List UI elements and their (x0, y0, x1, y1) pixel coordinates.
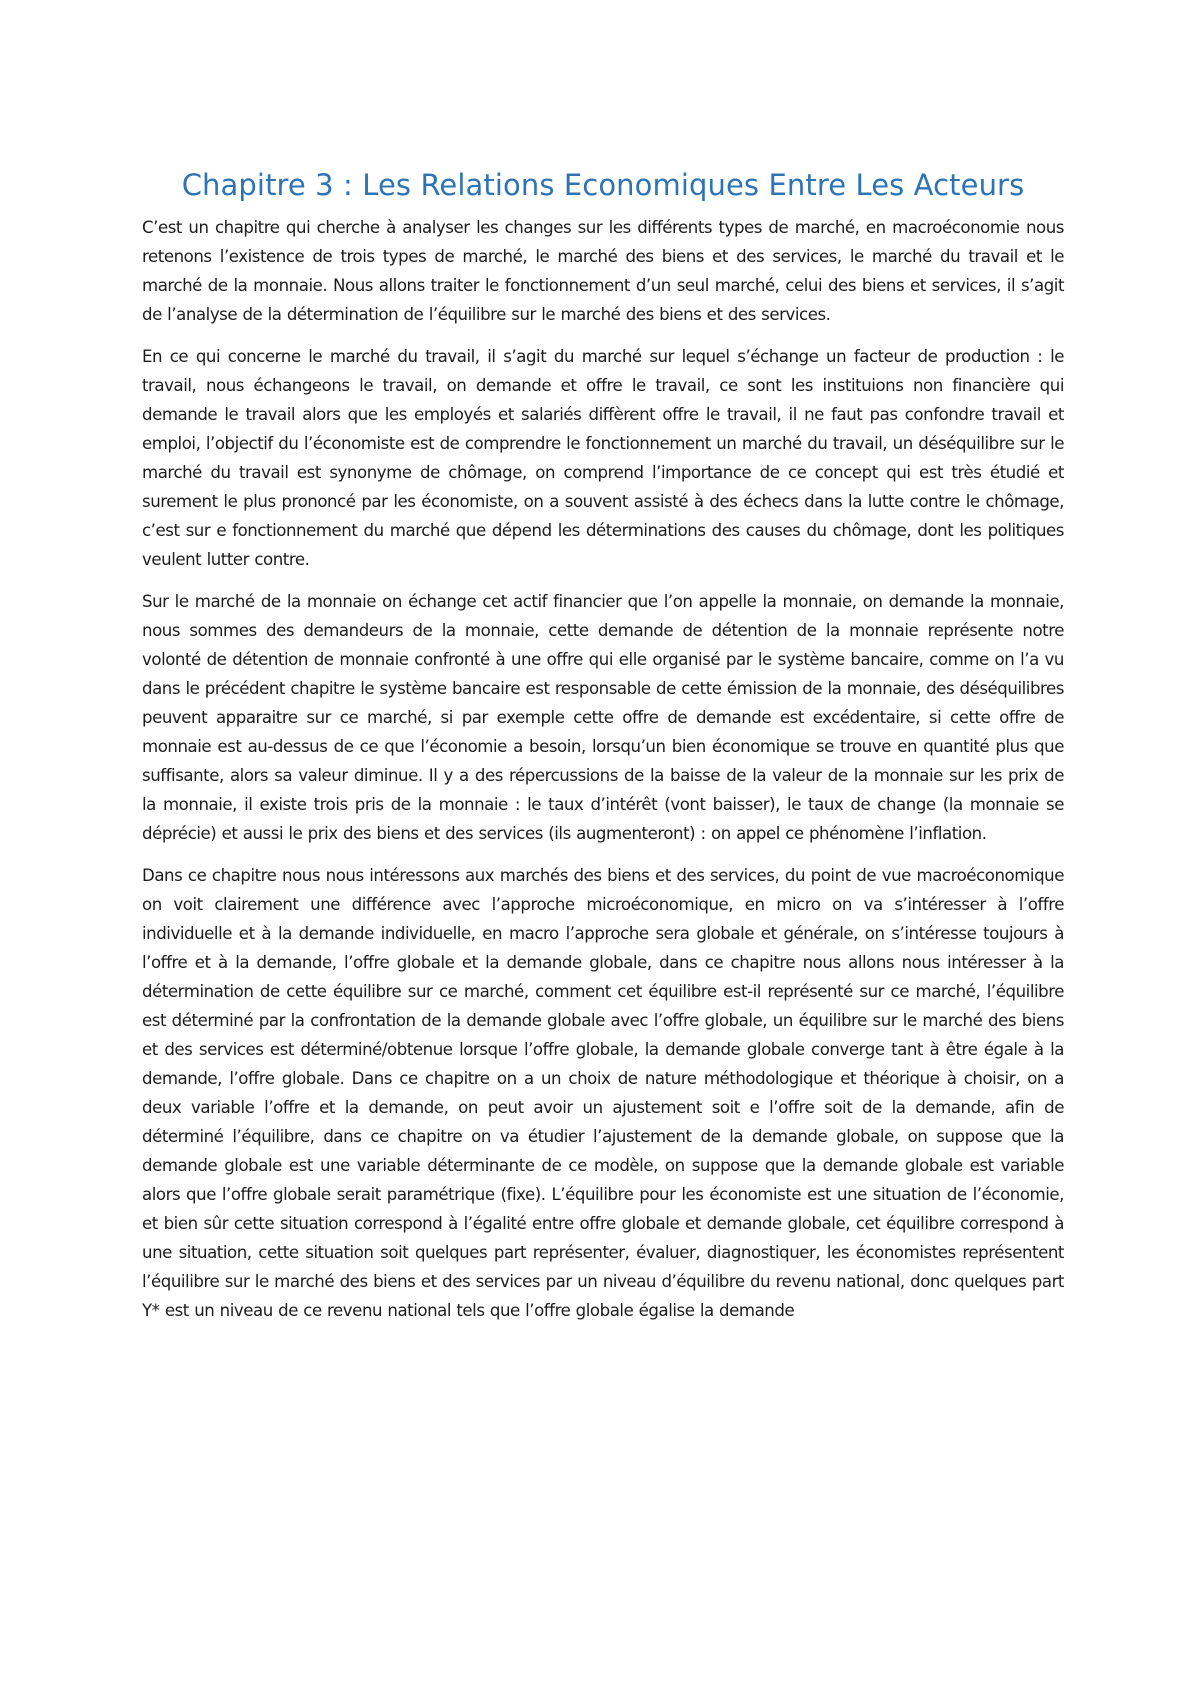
document-body (142, 165, 1064, 1338)
chapter-title: Chapitre 3 : Les Relations Economiques Entre Les Acteurs (181, 168, 1025, 202)
paragraph-labor-market: En ce qui concerne le marché du travail, il s’agit du marché sur lequel s’échange un facteur de production : le travail, nous échangeons le travail, on demande et offre le travail, ce sont les instituions non financière qui demande le travail alors que les employés et salariés diffèrent offre le travail, il ne faut pas confondre travail et emploi, l’objectif du l’économiste est de comprendre le fonctionnement un marché du travail, un déséquilibre sur le marché du travail est synonyme de chômage, on comprend l’importance de ce concept qui est très étudié et surement le plus prononcé par les économiste, on a souvent assisté à des échecs dans la lutte contre le chômage, c’est sur e fonctionnement du marché que dépend les déterminations des causes du chômage, dont les politiques veulent lutter contre. (142, 347, 1064, 569)
paragraph-goods-services-market: Dans ce chapitre nous nous intéressons aux marchés des biens et des services, du point de vue macroéconomique on voit clairement une différence avec l’approche microéconomique, en micro on va s’intéresser à l’offre individuelle et à la demande individuelle, en macro l’approche sera globale et générale, on s’intéresse toujours à l’offre et à la demande, l’offre globale et la demande globale, dans ce chapitre nous allons nous intéresser à la détermination de cette équilibre sur ce marché, comment cet équilibre est-il représenté sur ce marché, l’équilibre est déterminé par la confrontation de la demande globale avec l’offre globale, un équilibre sur le marché des biens et des services est déterminé/obtenue lorsque l’offre globale, la demande globale converge tant à être égale à la demande, l’offre globale. Dans ce chapitre on a un choix de nature méthodologique et théorique à choisir, on a deux variable l’offre et la demande, on peut avoir un ajustement soit e l’offre soit de la demande, afin de déterminé l’équilibre, dans ce chapitre on va étudier l’ajustement de la demande globale, on suppose que la demande globale est une variable déterminante de ce modèle, on suppose que la demande globale est variable alors que l’offre globale serait paramétrique (fixe). L’équilibre pour les économiste est une situation de l’économie, et bien sûr cette situation correspond à l’égalité entre offre globale et demande globale, cet équilibre correspond à une situation, cette situation soit quelques part représenter, évaluer, diagnostiquer, les économistes représentent l’équilibre sur le marché des biens et des services par un niveau d’équilibre du revenu national, donc quelques part Y* est un niveau de ce revenu national tels que l’offre globale égalise la demande (142, 866, 1064, 1320)
paragraph-intro: C’est un chapitre qui cherche à analyser les changes sur les différents types de marché, en macroéconomie nous retenons l’existence de trois types de marché, le marché des biens et des services, le marché du travail et le marché de la monnaie. Nous allons traiter le fonctionnement d’un seul marché, celui des biens et services, il s’agit de l’analyse de la détermination de l’équilibre sur le marché des biens et des services. (142, 218, 1064, 324)
paragraph-money-market: Sur le marché de la monnaie on échange cet actif financier que l’on appelle la monnaie, on demande la monnaie, nous sommes des demandeurs de la monnaie, cette demande de détention de la monnaie représente notre volonté de détention de monnaie confronté à une offre qui elle organisé par le système bancaire, comme on l’a vu dans le précédent chapitre le système bancaire est responsable de cette émission de la monnaie, des déséquilibres peuvent apparaitre sur ce marché, si par exemple cette offre de demande est excédentaire, si cette offre de monnaie est au-dessus de ce que l’économie a besoin, lorsqu’un bien économique se trouve en quantité plus que suffisante, alors sa valeur diminue. Il y a des répercussions de la baisse de la valeur de la monnaie sur les prix de la monnaie, il existe trois pris de la monnaie : le taux d’intérêt (vont baisser), le taux de change (la monnaie se déprécie) et aussi le prix des biens et des services (ils augmenteront) : on appel ce phénomène l’inflation. (142, 592, 1064, 843)
